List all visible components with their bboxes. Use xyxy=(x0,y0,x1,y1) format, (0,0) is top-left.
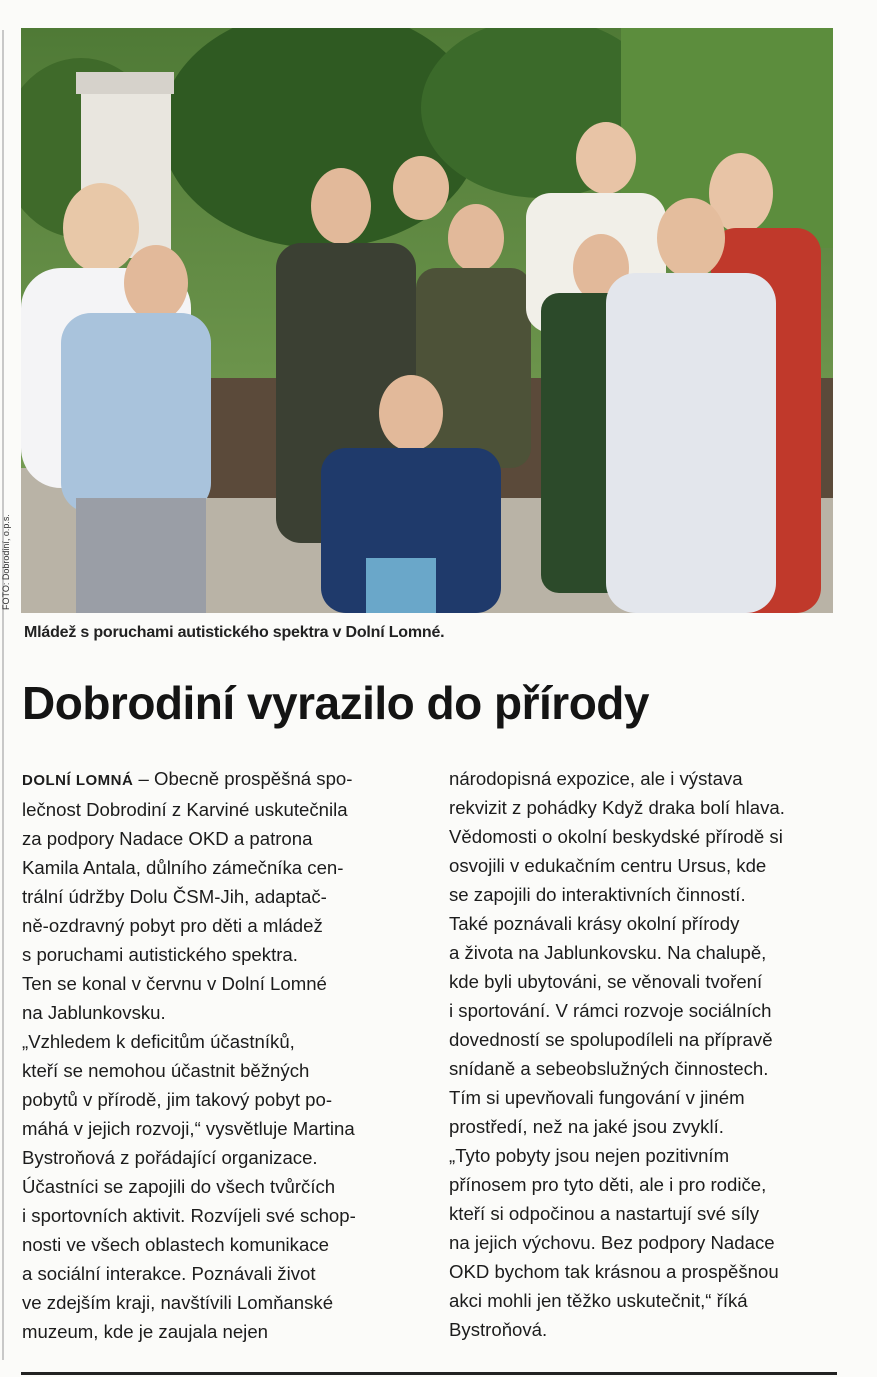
article-line: pobytů v přírodě, jim takový pobyt po- xyxy=(22,1089,333,1110)
article-photo xyxy=(21,28,833,613)
article-column-right xyxy=(449,764,849,1344)
article-line: prostředí, než na jaké jsou zvyklí. xyxy=(449,1116,724,1137)
article-line: Účastníci se zapojili do všech tvůrčích xyxy=(22,1176,336,1197)
article-line: s poruchami autistického spektra. xyxy=(22,944,298,965)
article-line: DOLNÍ LOMNÁ – Obecně prospěšná spo- xyxy=(22,768,353,789)
article-line: snídaně a sebeobslužných činnostech. xyxy=(449,1058,769,1079)
article-line: i sportování. V rámci rozvoje sociálních xyxy=(449,1000,772,1021)
article-line: muzeum, kde je zaujala nejen xyxy=(22,1321,268,1342)
article-line: „Vzhledem k deficitům účastníků, xyxy=(22,1031,295,1052)
article-line: a sociální interakce. Poznávali život xyxy=(22,1263,316,1284)
article-line: Bystroňová z pořádající organizace. xyxy=(22,1147,318,1168)
photo-caption: Mládež s poruchami autistického spektra v Dolní Lomné. xyxy=(24,624,445,641)
article-line: rekvizit z pohádky Když draka bolí hlava. xyxy=(449,797,785,818)
article-line: ve zdejším kraji, navštívili Lomňanské xyxy=(22,1292,334,1313)
article-line: „Tyto pobyty jsou nejen pozitivním xyxy=(449,1145,730,1166)
article-headline: Dobrodiní vyrazilo do přírody xyxy=(22,677,649,729)
article-line: Vědomosti o okolní beskydské přírodě si xyxy=(449,826,783,847)
article-line: Ten se konal v červnu v Dolní Lomné xyxy=(22,973,327,994)
article-line: Kamila Antala, důlního zámečníka cen- xyxy=(22,857,344,878)
article-line: i sportovních aktivit. Rozvíjeli své schop- xyxy=(22,1205,356,1226)
article-line: lečnost Dobrodiní z Karviné uskutečnila xyxy=(22,799,348,820)
article-line: národopisná expozice, ale i výstava xyxy=(449,768,743,789)
group-photo-illustration xyxy=(21,28,833,613)
page-edge-rule xyxy=(2,30,4,1360)
article-line: kde byli ubytováni, se věnovali tvoření xyxy=(449,971,763,992)
article-line: trální údržby Dolu ČSM-Jih, adaptač- xyxy=(22,886,327,907)
bottom-divider xyxy=(21,1372,837,1375)
article-line: na jejich výchovu. Bez podpory Nadace xyxy=(449,1232,775,1253)
article-line: Tím si upevňovali fungování v jiném xyxy=(449,1087,745,1108)
article-line: na Jablunkovsku. xyxy=(22,1002,166,1023)
article-line: akci mohli jen těžko uskutečnit,“ říká xyxy=(449,1290,748,1311)
article-column-left xyxy=(22,764,422,1346)
article-line: osvojili v edukačním centru Ursus, kde xyxy=(449,855,767,876)
article-line: OKD bychom tak krásnou a prospěšnou xyxy=(449,1261,779,1282)
article-line: kteří se nemohou účastnit běžných xyxy=(22,1060,310,1081)
article-line: Bystroňová. xyxy=(449,1319,548,1340)
article-line: dovedností se spolupodíleli na přípravě xyxy=(449,1029,773,1050)
article-line: za podpory Nadace OKD a patrona xyxy=(22,828,313,849)
article-line: přínosem pro tyto děti, ale i pro rodiče, xyxy=(449,1174,767,1195)
article-location: DOLNÍ LOMNÁ xyxy=(22,772,134,789)
article-line: a života na Jablunkovsku. Na chalupě, xyxy=(449,942,767,963)
article-line: ně-ozdravný pobyt pro děti a mládež xyxy=(22,915,323,936)
article-line: Také poznávali krásy okolní přírody xyxy=(449,913,740,934)
article-line: kteří si odpočinou a nastartují své síly xyxy=(449,1203,760,1224)
photo-credit: FOTO: Dobrodiní, o.p.s. xyxy=(1,514,11,610)
article-line: máhá v jejich rozvoji,“ vysvětluje Martina xyxy=(22,1118,355,1139)
article-line: se zapojili do interaktivních činností. xyxy=(449,884,746,905)
article-line: nosti ve všech oblastech komunikace xyxy=(22,1234,329,1255)
